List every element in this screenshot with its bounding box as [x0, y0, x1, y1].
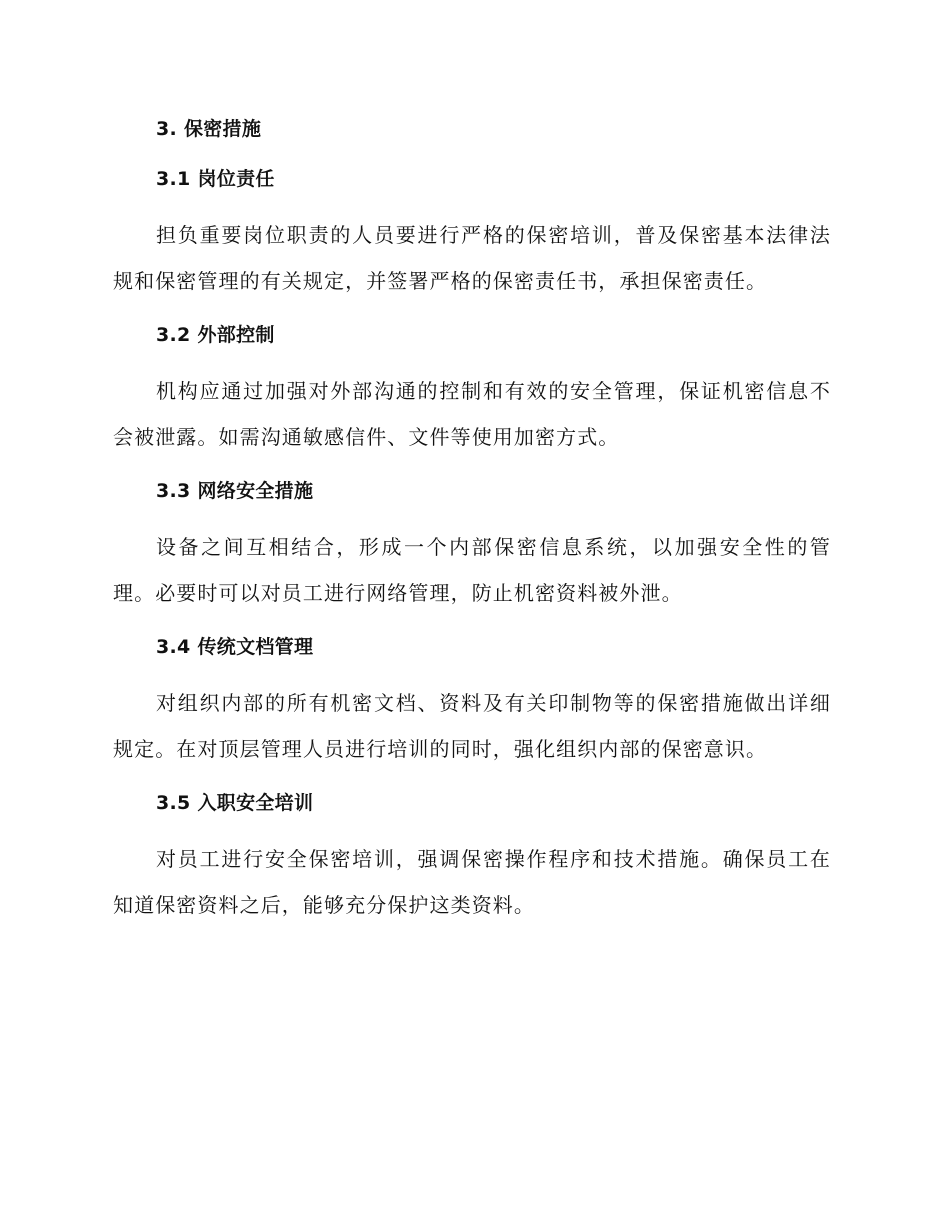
subsection-heading-3-2: 3.2 外部控制	[156, 324, 275, 346]
subsection-heading-3-3: 3.3 网络安全措施	[156, 480, 314, 502]
subsection-heading-3-5: 3.5 入职安全培训	[156, 792, 314, 814]
subsection-body-3-1: 担负重要岗位职责的人员要进行严格的保密培训，普及保密基本法律法规和保密管理的有关规定，并签署严格的保密责任书，承担保密责任。	[113, 223, 831, 293]
subsection-body-3-2: 机构应通过加强对外部沟通的控制和有效的安全管理，保证机密信息不会被泄露。如需沟通敏感信件、文件等使用加密方式。	[113, 379, 831, 449]
document-content	[113, 112, 831, 942]
subsection-body-3-5: 对员工进行安全保密培训，强调保密操作程序和技术措施。确保员工在知道保密资料之后，能够充分保护这类资料。	[113, 847, 831, 917]
section-title: 3. 保密措施	[156, 118, 262, 140]
subsection-body-3-3: 设备之间互相结合，形成一个内部保密信息系统，以加强安全性的管理。必要时可以对员工进行网络管理，防止机密资料被外泄。	[113, 535, 831, 605]
subsection-heading-3-1: 3.1 岗位责任	[156, 168, 275, 190]
subsection-heading-3-4: 3.4 传统文档管理	[156, 636, 314, 658]
subsection-body-3-4: 对组织内部的所有机密文档、资料及有关印制物等的保密措施做出详细规定。在对顶层管理人员进行培训的同时，强化组织内部的保密意识。	[113, 691, 831, 761]
